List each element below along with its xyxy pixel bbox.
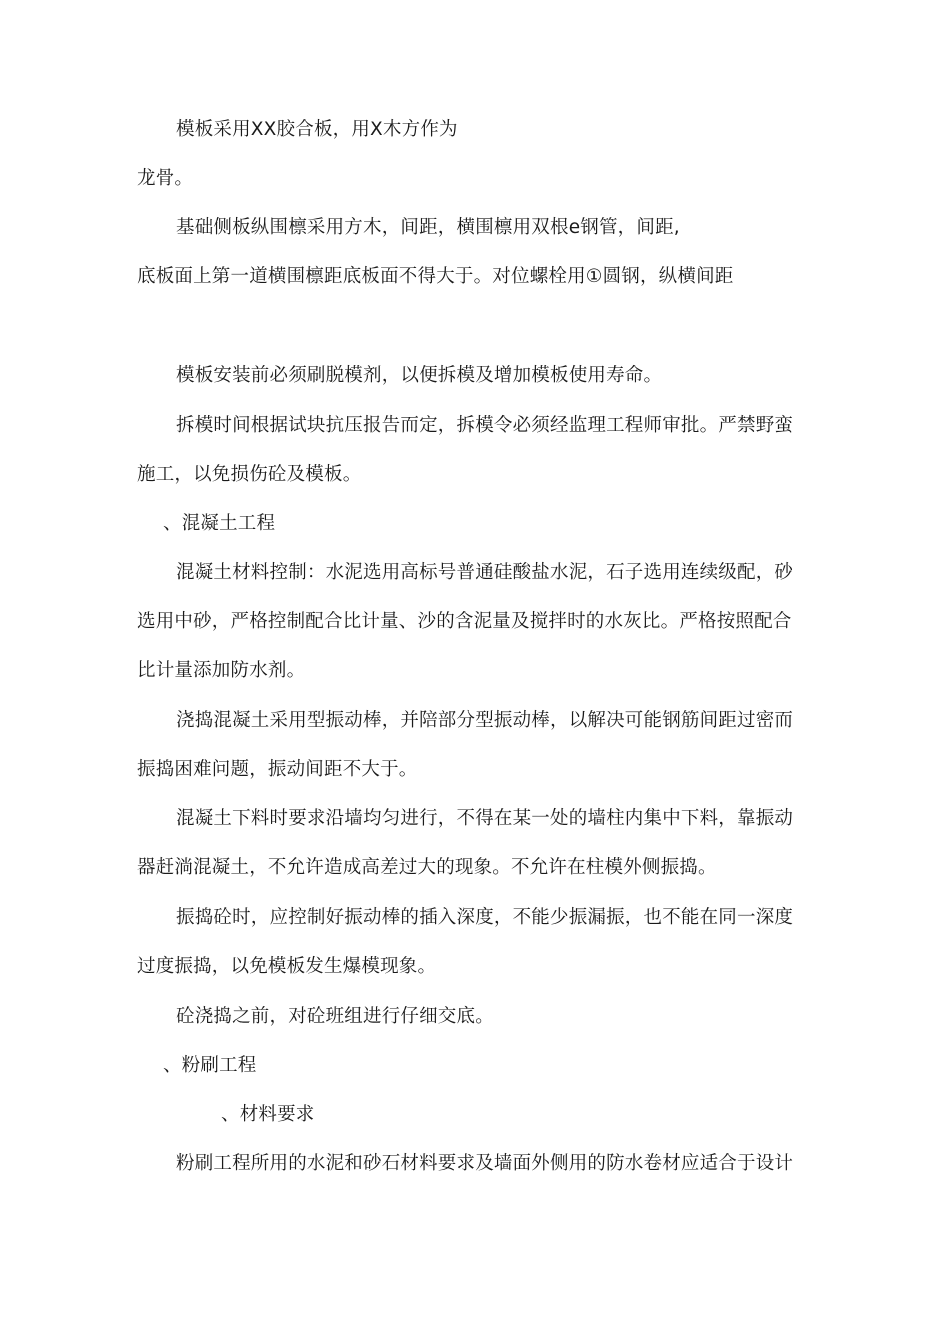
paragraph-plastering-materials: 粉刷工程所用的水泥和砂石材料要求及墙面外侧用的防水卷材应适合于设计 <box>176 1153 794 1174</box>
paragraph-formwork-removal: 拆模时间根据试块抗压报告而定，拆模令必须经监理工程师审批。严禁野蛮 <box>176 415 794 436</box>
paragraph-vibration-depth-cont: 过度振捣，以免模板发生爆模现象。 <box>137 956 437 977</box>
paragraph-formwork-material: 模板采用XX胶合板，用X木方作为 <box>176 119 458 140</box>
section-heading-concrete: 、混凝土工程 <box>163 513 276 534</box>
subsection-heading-materials: 、材料要求 <box>221 1104 315 1125</box>
paragraph-pouring-cont: 器赶淌混凝土，不允许造成高差过大的现象。不允许在柱模外侧振捣。 <box>137 857 717 878</box>
paragraph-formwork-material-cont: 龙骨。 <box>137 168 194 189</box>
paragraph-pouring: 混凝土下料时要求沿墙均匀进行，不得在某一处的墙柱内集中下料，靠振动 <box>176 808 794 829</box>
paragraph-vibrator-cont: 振捣困难问题，振动间距不大于。 <box>137 759 418 780</box>
paragraph-vibration-depth: 振捣砼时，应控制好振动棒的插入深度，不能少振漏振，也不能在同一深度 <box>176 907 794 928</box>
paragraph-concrete-materials-cont1: 选用中砂，严格控制配合比计量、沙的含泥量及搅拌时的水灰比。严格按照配合 <box>137 611 792 632</box>
paragraph-briefing: 砼浇捣之前，对砼班组进行仔细交底。 <box>176 1006 494 1027</box>
paragraph-release-agent: 模板安装前必须刷脱模剂，以便拆模及增加模板使用寿命。 <box>176 365 663 386</box>
section-heading-plastering: 、粉刷工程 <box>163 1055 257 1076</box>
paragraph-concrete-materials: 混凝土材料控制：水泥选用高标号普通硅酸盐水泥，石子选用连续级配，砂 <box>176 562 794 583</box>
paragraph-vibrator: 浇捣混凝土采用型振动棒，并陪部分型振动棒，以解决可能钢筋间距过密而 <box>176 710 794 731</box>
paragraph-formwork-removal-cont: 施工，以免损伤砼及模板。 <box>137 464 362 485</box>
paragraph-concrete-materials-cont2: 比计量添加防水剂。 <box>137 660 306 681</box>
paragraph-foundation-sideboard: 基础侧板纵围檩采用方木，间距，横围檩用双根e钢管，间距, <box>176 217 680 238</box>
paragraph-foundation-sideboard-cont: 底板面上第一道横围檩距底板面不得大于。对位螺栓用①圆钢，纵横间距 <box>137 266 734 287</box>
